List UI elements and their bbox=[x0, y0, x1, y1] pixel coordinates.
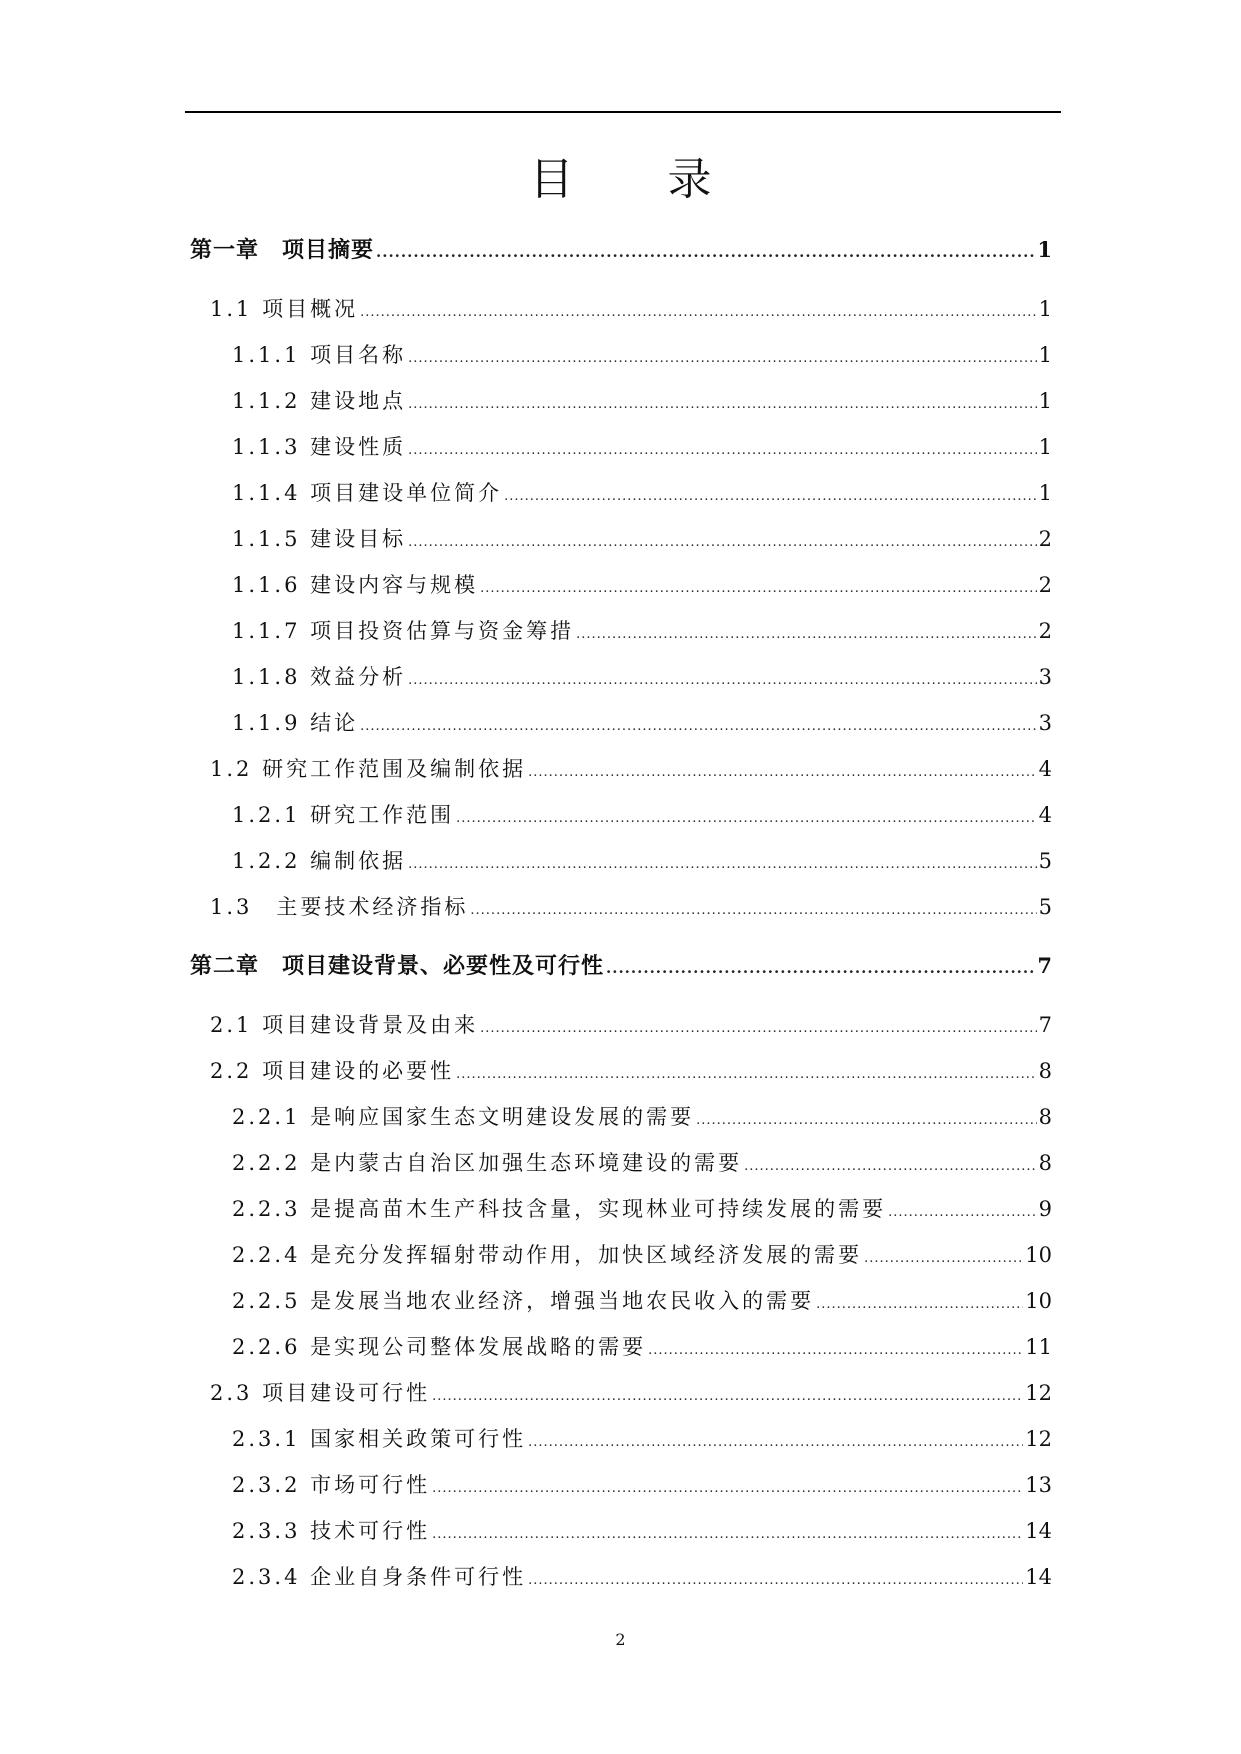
toc-entry-label: 1.1.1 项目名称 bbox=[232, 343, 407, 367]
dot-leader bbox=[432, 1512, 1023, 1558]
toc-entry-page: 1 bbox=[1038, 343, 1052, 367]
table-of-contents bbox=[190, 222, 1052, 1600]
toc-entry[interactable] bbox=[190, 838, 1052, 884]
toc-entry-label: 第二章 项目建设背景、必要性及可行性 bbox=[190, 953, 605, 979]
toc-entry-label: 1.3 主要技术经济指标 bbox=[210, 895, 469, 919]
toc-entry-page: 1 bbox=[1037, 237, 1052, 262]
toc-entry-page: 13 bbox=[1025, 1473, 1052, 1497]
toc-entry-label: 2.2.2 是内蒙古自治区加强生态环境建设的需要 bbox=[232, 1151, 743, 1175]
toc-entry-page: 12 bbox=[1025, 1427, 1052, 1451]
toc-entry-page: 1 bbox=[1038, 389, 1052, 413]
toc-entry[interactable] bbox=[190, 1370, 1052, 1416]
dot-leader bbox=[648, 1328, 1023, 1374]
toc-entry-label: 1.1.8 效益分析 bbox=[232, 665, 407, 689]
toc-entry[interactable] bbox=[190, 424, 1052, 470]
toc-entry[interactable] bbox=[190, 1094, 1052, 1140]
toc-entry-page: 9 bbox=[1038, 1197, 1052, 1221]
dot-leader bbox=[480, 1006, 1037, 1052]
toc-entry[interactable] bbox=[190, 562, 1052, 608]
toc-entry[interactable] bbox=[190, 1554, 1052, 1600]
dot-leader bbox=[456, 796, 1037, 842]
dot-leader bbox=[456, 1052, 1037, 1098]
dot-leader bbox=[470, 888, 1036, 934]
toc-entry-page: 3 bbox=[1038, 665, 1052, 689]
dot-leader bbox=[432, 1466, 1023, 1512]
dot-leader bbox=[480, 566, 1037, 612]
toc-entry-label: 2.2.1 是响应国家生态文明建设发展的需要 bbox=[232, 1105, 695, 1129]
toc-entry[interactable] bbox=[190, 1048, 1052, 1094]
toc-entry-label: 2.2.6 是实现公司整体发展战略的需要 bbox=[232, 1335, 647, 1359]
toc-entry[interactable] bbox=[190, 1232, 1052, 1278]
toc-entry-label: 1.1.9 结论 bbox=[232, 711, 359, 735]
toc-entry-label: 2.2.4 是充分发挥辐射带动作用，加快区域经济发展的需要 bbox=[232, 1243, 863, 1267]
toc-entry-page: 1 bbox=[1038, 481, 1052, 505]
dot-leader bbox=[432, 1374, 1023, 1420]
dot-leader bbox=[864, 1236, 1023, 1282]
page-number: 2 bbox=[615, 1630, 626, 1649]
toc-entry-page: 8 bbox=[1038, 1151, 1052, 1175]
toc-entry[interactable] bbox=[190, 1462, 1052, 1508]
toc-entry-page: 4 bbox=[1038, 803, 1052, 827]
toc-entry[interactable] bbox=[190, 746, 1052, 792]
toc-entry-page: 8 bbox=[1038, 1105, 1052, 1129]
dot-leader bbox=[360, 704, 1037, 750]
toc-entry-label: 1.1 项目概况 bbox=[210, 297, 359, 321]
toc-entry-label: 1.1.6 建设内容与规模 bbox=[232, 573, 479, 597]
toc-entry-page: 10 bbox=[1025, 1289, 1052, 1313]
dot-leader bbox=[376, 224, 1035, 280]
toc-entry[interactable] bbox=[190, 792, 1052, 838]
toc-entry[interactable] bbox=[190, 1002, 1052, 1048]
dot-leader bbox=[576, 612, 1037, 658]
toc-entry[interactable] bbox=[190, 884, 1052, 930]
toc-entry-label: 1.1.4 项目建设单位简介 bbox=[232, 481, 503, 505]
toc-entry[interactable] bbox=[190, 654, 1052, 700]
dot-leader bbox=[816, 1282, 1023, 1328]
dot-leader bbox=[360, 290, 1037, 336]
page-title: 目 录 bbox=[529, 154, 752, 205]
toc-entry-label: 1.2 研究工作范围及编制依据 bbox=[210, 757, 527, 781]
toc-entry-page: 3 bbox=[1038, 711, 1052, 735]
dot-leader bbox=[528, 750, 1037, 796]
dot-leader bbox=[408, 428, 1037, 474]
toc-entry[interactable] bbox=[190, 930, 1052, 1002]
toc-entry-page: 11 bbox=[1025, 1335, 1052, 1359]
toc-entry-label: 2.3.2 市场可行性 bbox=[232, 1473, 431, 1497]
toc-entry-page: 1 bbox=[1038, 297, 1052, 321]
header-rule bbox=[185, 111, 1061, 113]
toc-entry-page: 10 bbox=[1025, 1243, 1052, 1267]
toc-entry[interactable] bbox=[190, 470, 1052, 516]
toc-entry-page: 2 bbox=[1038, 573, 1052, 597]
dot-leader bbox=[504, 474, 1037, 520]
dot-leader bbox=[408, 520, 1037, 566]
toc-entry-page: 7 bbox=[1038, 1013, 1052, 1037]
toc-entry-label: 2.2.3 是提高苗木生产科技含量，实现林业可持续发展的需要 bbox=[232, 1197, 887, 1221]
dot-leader bbox=[696, 1098, 1037, 1144]
toc-entry[interactable] bbox=[190, 1278, 1052, 1324]
dot-leader bbox=[408, 658, 1037, 704]
toc-entry-label: 1.1.2 建设地点 bbox=[232, 389, 407, 413]
toc-entry-label: 1.1.5 建设目标 bbox=[232, 527, 407, 551]
toc-entry-label: 2.2.5 是发展当地农业经济，增强当地农民收入的需要 bbox=[232, 1289, 815, 1313]
dot-leader bbox=[528, 1558, 1023, 1604]
toc-entry[interactable] bbox=[190, 286, 1052, 332]
toc-entry[interactable] bbox=[190, 1140, 1052, 1186]
toc-entry-page: 12 bbox=[1025, 1381, 1052, 1405]
toc-entry[interactable] bbox=[190, 700, 1052, 746]
toc-entry-page: 5 bbox=[1038, 849, 1052, 873]
dot-leader bbox=[408, 382, 1037, 428]
toc-entry-label: 2.3 项目建设可行性 bbox=[210, 1381, 431, 1405]
dot-leader bbox=[408, 842, 1037, 888]
toc-entry-page: 8 bbox=[1038, 1059, 1052, 1083]
toc-entry-page: 1 bbox=[1038, 435, 1052, 459]
toc-entry-label: 2.3.1 国家相关政策可行性 bbox=[232, 1427, 527, 1451]
dot-leader bbox=[744, 1144, 1037, 1190]
toc-entry[interactable] bbox=[190, 222, 1052, 278]
toc-entry-label: 1.2.2 编制依据 bbox=[232, 849, 407, 873]
toc-entry[interactable] bbox=[190, 1416, 1052, 1462]
toc-entry-label: 2.1 项目建设背景及由来 bbox=[210, 1013, 479, 1037]
toc-entry[interactable] bbox=[190, 1186, 1052, 1232]
toc-entry[interactable] bbox=[190, 332, 1052, 378]
toc-entry-label: 1.2.1 研究工作范围 bbox=[232, 803, 455, 827]
toc-entry-label: 2.2 项目建设的必要性 bbox=[210, 1059, 455, 1083]
toc-entry-page: 7 bbox=[1037, 953, 1052, 978]
toc-entry[interactable] bbox=[190, 1324, 1052, 1370]
toc-entry-page: 5 bbox=[1038, 895, 1052, 919]
toc-entry-label: 1.1.7 项目投资估算与资金筹措 bbox=[232, 619, 575, 643]
dot-leader bbox=[888, 1190, 1037, 1236]
toc-entry-page: 14 bbox=[1025, 1519, 1052, 1543]
toc-entry[interactable] bbox=[190, 1508, 1052, 1554]
toc-entry-page: 2 bbox=[1038, 619, 1052, 643]
dot-leader bbox=[528, 1420, 1023, 1466]
toc-entry[interactable] bbox=[190, 378, 1052, 424]
toc-entry-label: 第一章 项目摘要 bbox=[190, 237, 375, 263]
toc-entry[interactable] bbox=[190, 608, 1052, 654]
toc-entry-label: 2.3.4 企业自身条件可行性 bbox=[232, 1565, 527, 1589]
toc-entry-label: 1.1.3 建设性质 bbox=[232, 435, 407, 459]
toc-entry-page: 14 bbox=[1025, 1565, 1052, 1589]
dot-leader bbox=[408, 336, 1037, 382]
toc-entry-page: 2 bbox=[1038, 527, 1052, 551]
toc-entry-page: 4 bbox=[1038, 757, 1052, 781]
dot-leader bbox=[606, 932, 1035, 1004]
toc-entry[interactable] bbox=[190, 516, 1052, 562]
toc-entry-label: 2.3.3 技术可行性 bbox=[232, 1519, 431, 1543]
